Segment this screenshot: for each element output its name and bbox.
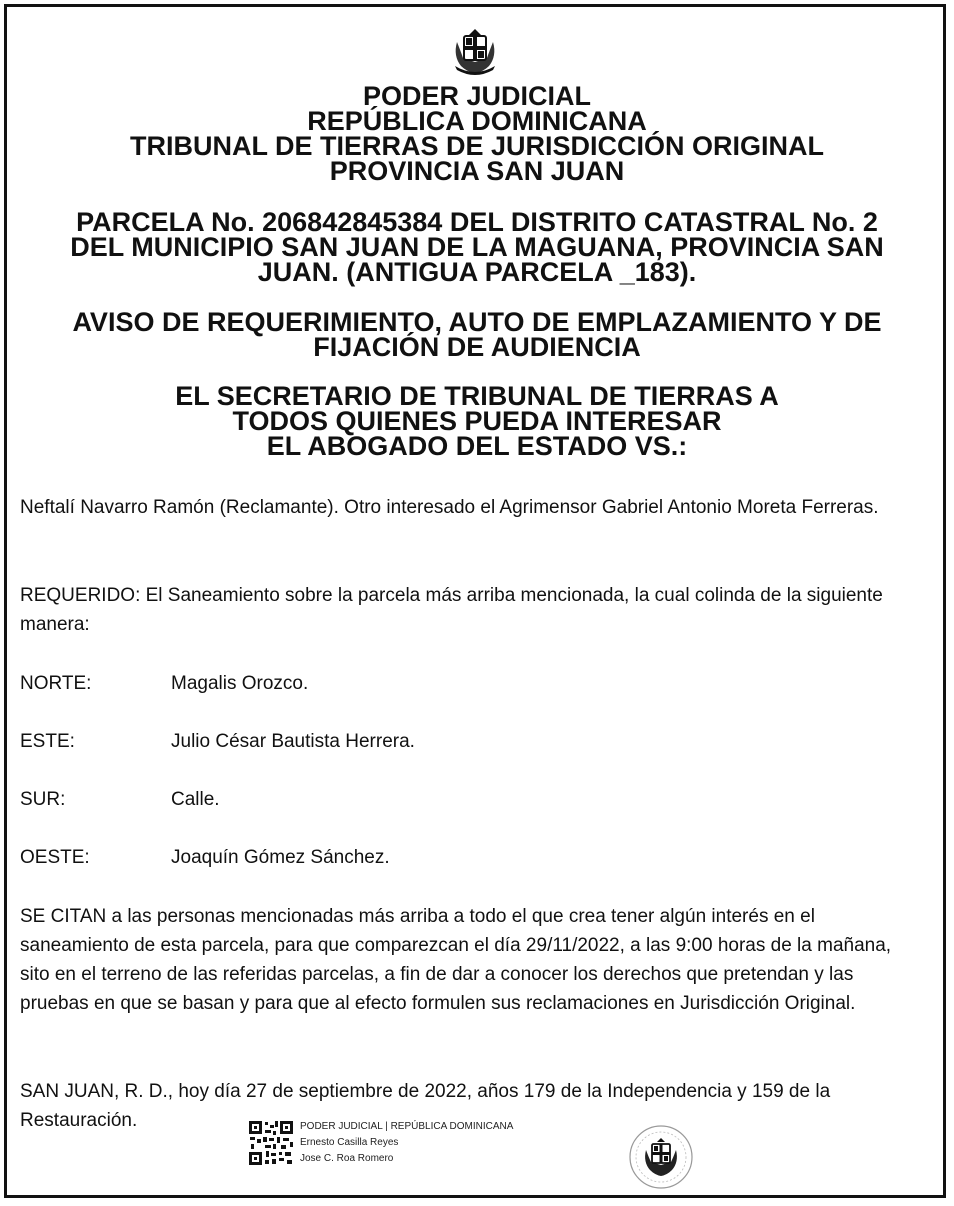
parcel-heading xyxy=(10,207,944,287)
boundary-value: Magalis Orozco. xyxy=(171,673,309,694)
header-line-3: TRIBUNAL DE TIERRAS DE JURISDICCIÓN ORIGINAL xyxy=(129,131,825,161)
address-line-3: EL ABOGADO DEL ESTADO VS.: xyxy=(266,431,688,461)
address-heading xyxy=(10,381,944,461)
court-header xyxy=(10,81,944,186)
header-line-2: REPÚBLICA DOMINICANA xyxy=(307,106,647,136)
signature-org: PODER JUDICIAL | REPÚBLICA DOMINICANA xyxy=(300,1121,514,1132)
header-line-1: PODER JUDICIAL xyxy=(362,81,592,111)
notice-line-2: FIJACIÓN DE AUDIENCIA xyxy=(313,332,641,362)
notice-heading xyxy=(10,307,944,362)
parcel-line-2: DEL MUNICIPIO SAN JUAN DE LA MAGUANA, PROVINCIA SAN xyxy=(70,232,884,262)
parcel-line-3: JUAN. (ANTIGUA PARCELA _183). xyxy=(257,257,697,287)
boundary-label: ESTE: xyxy=(20,731,75,752)
notice-line-1: AVISO DE REQUERIMIENTO, AUTO DE EMPLAZAMIENTO Y DE xyxy=(72,307,882,337)
boundary-value: Julio César Bautista Herrera. xyxy=(171,731,415,752)
address-line-2: TODOS QUIENES PUEDA INTERESAR xyxy=(232,406,722,436)
requerido-paragraph: REQUERIDO: El Saneamiento sobre la parcela más arriba mencionada, la cual colinda de la siguiente manera: xyxy=(20,585,883,635)
boundary-value: Calle. xyxy=(171,789,220,810)
boundary-label: NORTE: xyxy=(20,673,92,694)
boundary-label: SUR: xyxy=(20,789,66,810)
closing-paragraph: SAN JUAN, R. D., hoy día 27 de septiembre de 2022, años 179 de la Independencia y 159 de la Restauración. xyxy=(20,1081,831,1131)
boundary-value: Joaquín Gómez Sánchez. xyxy=(171,847,390,868)
coat-of-arms-icon xyxy=(449,26,501,76)
parcel-line-1: PARCELA No. 206842845384 DEL DISTRITO CATASTRAL No. 2 xyxy=(76,207,878,237)
address-line-1: EL SECRETARIO DE TRIBUNAL DE TIERRAS A xyxy=(175,381,779,411)
claimant-paragraph: Neftalí Navarro Ramón (Reclamante). Otro interesado el Agrimensor Gabriel Antonio Moreta Ferreras. xyxy=(20,497,879,518)
header-line-4: PROVINCIA SAN JUAN xyxy=(329,156,625,186)
citation-paragraph: SE CITAN a las personas mencionadas más arriba a todo el que crea tener algún interés en el saneamiento de esta parcela, para que comparezcan el día 29/11/2022, a las 9:00 horas de la mañana, sito en el terreno de las referidas parcelas, a fin de dar a conocer los derechos que pretendan y las pruebas en que se basan y para que al efecto formulen sus reclamaciones en Jurisdicción Original. xyxy=(20,906,892,1014)
boundary-label: OESTE: xyxy=(20,847,90,868)
signature-signer-2: Jose C. Roa Romero xyxy=(300,1153,394,1164)
qr-code-icon[interactable] xyxy=(248,1120,294,1166)
signature-signer-1: Ernesto Casilla Reyes xyxy=(300,1137,399,1148)
court-seal-icon xyxy=(628,1124,694,1190)
digital-signature-block xyxy=(300,1119,513,1167)
